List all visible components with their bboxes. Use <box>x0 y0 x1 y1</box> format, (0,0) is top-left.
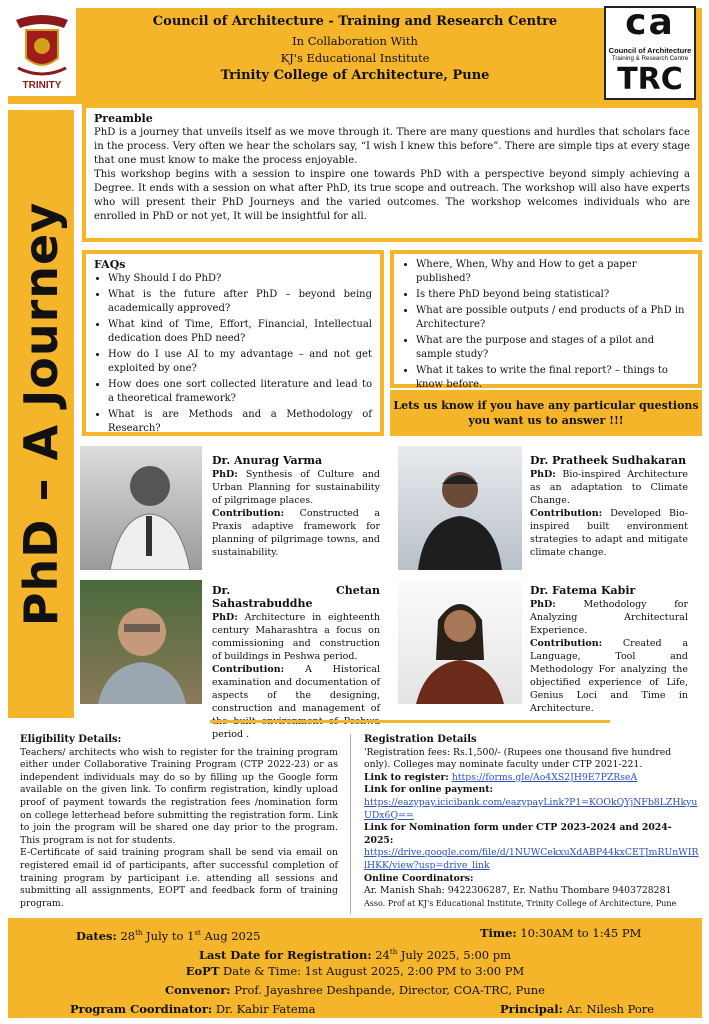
faq-item: • What it takes to write the final report? – things to know before. <box>416 364 690 392</box>
person-silhouette-icon <box>80 580 202 704</box>
contribution-label: Contribution: <box>212 508 285 519</box>
payment-label: Link for online payment: <box>364 784 493 796</box>
last-date-rest: July 2025, 5:00 pm <box>397 947 512 962</box>
dates-from-sup: th <box>135 929 143 937</box>
faq-right-box <box>390 250 702 388</box>
section-divider <box>210 720 610 723</box>
eligibility-para-2: E-Certificate of said training program shall be send via email on registered email id of participants, after successful completion of training program by participant i.e. attending all sessions and submitting all assignments, EOPT and feedback form of training program. <box>20 847 338 909</box>
speaker-phd: Methodology for Analyzing Architectural Experience. <box>530 599 688 636</box>
side-title: PhD – A Journey <box>14 201 68 627</box>
contribution-label: Contribution: <box>212 664 285 675</box>
dates-from: 28 <box>120 928 136 943</box>
registration-title: Registration Details <box>364 734 477 745</box>
header-college: Trinity College of Architecture, Pune <box>220 68 490 83</box>
preamble-title: Preamble <box>94 112 153 125</box>
phd-label: PhD: <box>530 599 556 610</box>
faq-item: • Is there PhD beyond being statistical? <box>416 288 690 302</box>
speaker-name: Dr. Fatema Kabir <box>530 584 636 597</box>
column-divider <box>350 734 351 914</box>
last-date-line <box>8 943 702 962</box>
time-label: Time: <box>480 926 517 940</box>
speaker-phd: Synthesis of Culture and Urban Planning for sustainability of pilgrimage places. <box>212 469 380 506</box>
faq-left-box <box>82 250 384 436</box>
eopt-line <box>8 962 702 981</box>
phd-label: PhD: <box>530 469 556 480</box>
faq-item: • What is are Methods and a Methodology of Research? <box>108 408 372 436</box>
speaker-card <box>530 454 688 559</box>
speaker-contribution: A Historical examination and documentation of aspects of the designing, construction and management of period . <box>212 664 380 740</box>
speaker-photo-fatema-kabir <box>398 580 522 704</box>
faq-item: • How do I use AI to my advantage – and not get exploited by one? <box>108 348 372 376</box>
speaker-phd: Bio-inspired Architecture as an adaptation to Climate Change. <box>530 469 688 506</box>
coa-logo-trc: TRC <box>617 62 683 97</box>
eopt-label: EoPT <box>185 964 220 978</box>
speaker-contribution: Constructed a Praxis adaptive framework for planning of pilgrimage towns, and sustainability. <box>212 508 380 558</box>
faq-title: FAQs <box>94 258 126 271</box>
register-link[interactable]: https://forms.gle/Ao4XS2JH9E7PZRseA <box>451 771 638 783</box>
speaker-phd: Architecture in eighteenth century Maharashtra a focus on commissioning and construction of buildings in Peshwa period. <box>212 612 380 662</box>
coa-logo-sub2: Training & Research Centre <box>611 55 689 62</box>
phd-label: PhD: <box>212 469 238 480</box>
coa-trc-logo <box>604 2 696 100</box>
ask-banner <box>390 390 702 436</box>
person-silhouette-icon <box>80 446 202 570</box>
coordinators-names: Ar. Manish Shah: 9422306287, Er. Nathu Thombare 9403728281 <box>364 885 672 897</box>
faq-item: • What kind of Time, Effort, Financial, Intellectual dedication does PhD need? <box>108 318 372 346</box>
trinity-logo-text: TRINITY <box>22 80 62 91</box>
faq-item: • What is the future after PhD – beyond being academically approved? <box>108 288 372 316</box>
eligibility-para-1: Teachers/ architects who wish to register for the training program either under Collaborative Training Program (CTP 2022-23) or as independent individuals may do so by filling up the Google form available on the given link. To confirm registration, kindly upload proof of payment towards the registration fees /nomination form on college letterhead before submitting the registration form. Link to join the program will be shared one day prior to the program. This program is not for students. <box>20 746 338 846</box>
speaker-contribution: Developed Bio-inspired built environment strategies to adapt and mitigate climate change. <box>530 508 688 558</box>
footer-banner <box>8 918 702 1018</box>
side-banner <box>8 110 74 718</box>
phd-label: PhD: <box>212 612 238 623</box>
time-value: 10:30AM to 1:45 PM <box>520 926 642 940</box>
ask-line-1: Lets us know if you have any particular questions <box>393 399 699 412</box>
speaker-name: Dr. Chetan Sahastrabuddhe <box>212 584 380 610</box>
registration-fees: 'Registration fees: Rs.1,500/- (Rupees one thousand five hundred only). Colleges may nominate faculty under CTP 2021-221. <box>364 746 672 771</box>
speaker-card <box>212 584 380 741</box>
speaker-photo-chetan-sahastrabuddhe <box>80 580 202 704</box>
ask-line-2: you want us to answer !!! <box>468 414 624 427</box>
speaker-name: Dr. Pratheek Sudhakaran <box>530 454 687 467</box>
coordinator-label: Program Coordinator: <box>70 1002 213 1016</box>
time-line <box>480 924 641 943</box>
payment-link[interactable]: https://eazypay.icicibank.com/eazypayLink?P1=KOOkQYjNFb8LZHkyuUDx6Q== <box>364 796 698 821</box>
speaker-card <box>212 454 380 559</box>
faq-item: • What are possible outputs / end products of a PhD in Architecture? <box>416 304 690 332</box>
dates-to-sup: st <box>194 929 201 937</box>
principal-label: Principal: <box>500 1002 563 1016</box>
convenor-line <box>8 981 702 1000</box>
faq-item: • How does one sort collected literature and lead to a theoretical framework? <box>108 378 372 406</box>
coordinator-line <box>70 1000 315 1019</box>
last-date-day: 24 <box>375 947 390 962</box>
trinity-logo <box>8 8 76 96</box>
preamble-para-1: PhD is a journey that unveils itself as we move through it. There are many questions and hurdles that scholars face in the process. Very often we hear the scholars say, “I wish I knew this before”. There are simple tips at every stage that one must know to make the process enjoyable. <box>94 127 690 166</box>
convenor-value: Prof. Jayashree Deshpande, Director, COA-TRC, Pune <box>234 983 545 997</box>
speaker-name: Dr. Anurag Varma <box>212 454 323 467</box>
speaker-contribution: Created a Language, Tool and Methodology For analyzing the objectified experience of Life, Genius Loci and Time in Architecture. <box>530 638 688 714</box>
dates-end: Aug 2025 <box>200 928 261 943</box>
preamble-box <box>82 104 702 242</box>
header-institute: KJ's Educational Institute <box>280 51 430 65</box>
eopt-value: Date & Time: 1st August 2025, 2:00 PM to 3:00 PM <box>223 964 525 978</box>
coa-logo-sub1: Council of Architecture <box>608 46 692 55</box>
last-date-label: Last Date for Registration: <box>198 947 372 962</box>
person-silhouette-icon <box>398 580 522 704</box>
last-date-sup: th <box>389 948 398 956</box>
principal-line <box>500 1000 654 1019</box>
dates-mid: July to 1 <box>142 928 195 943</box>
coordinator-value: Dr. Kabir Fatema <box>215 1002 316 1016</box>
person-silhouette-icon <box>398 446 522 570</box>
coordinators-label: Online Coordinators: <box>364 872 474 884</box>
contribution-label: Contribution: <box>530 508 603 519</box>
coordinators-note: Asso. Prof at KJ's Educational Institute, Trinity College of Architecture, Pune <box>364 898 677 908</box>
speaker-card <box>530 584 688 715</box>
faq-item: • Where, When, Why and How to get a paper published? <box>416 258 690 286</box>
nomination-link[interactable]: https://drive.google.com/file/d/1NUWCekxuXdABP44kxCETJmRUnWIRlHKK/view?usp=drive_link <box>364 847 699 871</box>
preamble-para-2: This workshop begins with a session to inspire one towards PhD with a perspective beyond simply achieving a Degree. It ends with a session on what after PhD, its true scope and outreach. The workshop will also have experts who will present their PhD Journeys and the varied outcomes. The workshop welcomes individuals who are enrolled in PhD or not yet, It will be insightful for all. <box>94 169 690 222</box>
eligibility-title: Eligibility Details: <box>20 734 122 745</box>
speaker-photo-pratheek-sudhakaran <box>398 446 522 570</box>
coa-logo-ca: ca <box>625 2 675 43</box>
faq-item: • What are the purpose and stages of a pilot and sample study? <box>416 334 690 362</box>
principal-value: Ar. Nilesh Pore <box>566 1002 655 1016</box>
speaker-photo-anurag-varma <box>80 446 202 570</box>
header-title: Council of Architecture - Training and Research Centre <box>152 14 558 29</box>
eligibility-section <box>20 734 338 910</box>
convenor-label: Convenor: <box>165 983 231 997</box>
faq-item: • Why Should I do PhD? <box>108 272 372 286</box>
nomination-label: Link for Nomination form under CTP 2023-2024 and 2024-2025: <box>364 822 672 846</box>
registration-section <box>364 734 700 910</box>
register-label: Link to register: <box>364 771 449 783</box>
contribution-label: Contribution: <box>530 638 603 649</box>
header-collab: In Collaboration With <box>292 34 418 48</box>
dates-label: Dates: <box>76 928 117 943</box>
header-banner <box>8 8 702 104</box>
